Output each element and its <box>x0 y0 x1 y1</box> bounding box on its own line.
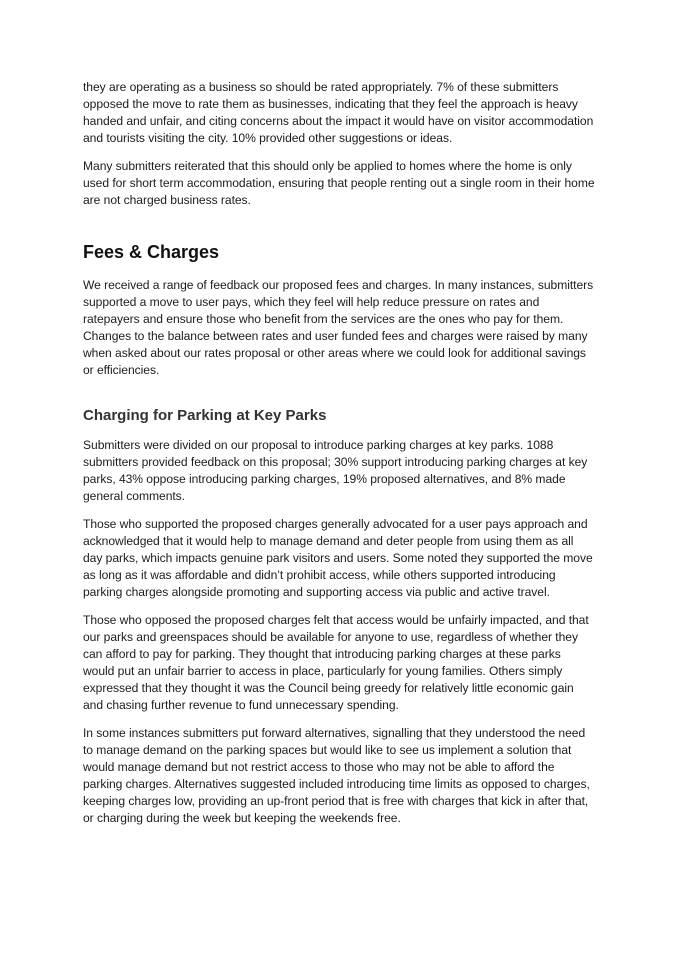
fees-charges-paragraph: We received a range of feedback our proposed fees and charges. In many instances, submitters supported a move to user pays, which they feel will help reduce pressure on rates and ratepayers and ensure those who benefit from the services are the ones who pay for them. Changes to the balance between rates and user funded fees and charges were raised by many when asked about our rates proposal or other areas where we could look for additional savings or efficiencies. <box>83 278 594 377</box>
intro-paragraph-1: they are operating as a business so should be rated appropriately. 7% of these submitters opposed the move to rate them as businesses, indicating that they feel the approach is heavy handed and unfair, and citing concerns about the impact it would have on visitor accommodation and tourists visiting the city. 10% provided other suggestions or ideas. <box>83 80 594 145</box>
parking-paragraph-2: Those who supported the proposed charges generally advocated for a user pays approach and acknowledged that it would help to manage demand and deter people from using them as all day parks, which impacts genuine park visitors and users. Some noted they supported the move as long as it was affordable and didn’t prohibit access, while others supported introducing parking charges alongside promoting and supporting access via public and active travel. <box>83 517 593 599</box>
document-page <box>83 79 595 838</box>
parking-paragraph-4: In some instances submitters put forward alternatives, signalling that they understood the need to manage demand on the parking spaces but would like to see us implement a solution that would manage demand but not restrict access to those who may not be able to afford the parking charges. Alternatives suggested included introducing time limits as opposed to charges, keeping charges low, providing an up-front period that is free with charges that kick in after that, or charging during the week but keeping the weekends free. <box>83 726 590 825</box>
parking-paragraph-3: Those who opposed the proposed charges felt that access would be unfairly impacted, and that our parks and greenspaces should be available for anyone to use, regardless of whether they can afford to pay for parking. They thought that introducing parking charges at these parks would put an unfair barrier to access in place, particularly for young families. Others simply expressed that they thought it was the Council being greedy for relatively little economic gain and chasing further revenue to fund unnecessary spending. <box>83 613 589 712</box>
parking-heading: Charging for Parking at Key Parks <box>83 407 327 424</box>
fees-charges-heading: Fees & Charges <box>83 242 220 262</box>
parking-paragraph-1: Submitters were divided on our proposal to introduce parking charges at key parks. 1088 submitters provided feedback on this proposal; 30% support introducing parking charges at key parks, 43% oppose introducing parking charges, 19% proposed alternatives, and 8% made general comments. <box>83 438 588 503</box>
intro-paragraph-2: Many submitters reiterated that this should only be applied to homes where the home is only used for short term accommodation, ensuring that people renting out a single room in their home are not charged business rates. <box>83 159 595 207</box>
